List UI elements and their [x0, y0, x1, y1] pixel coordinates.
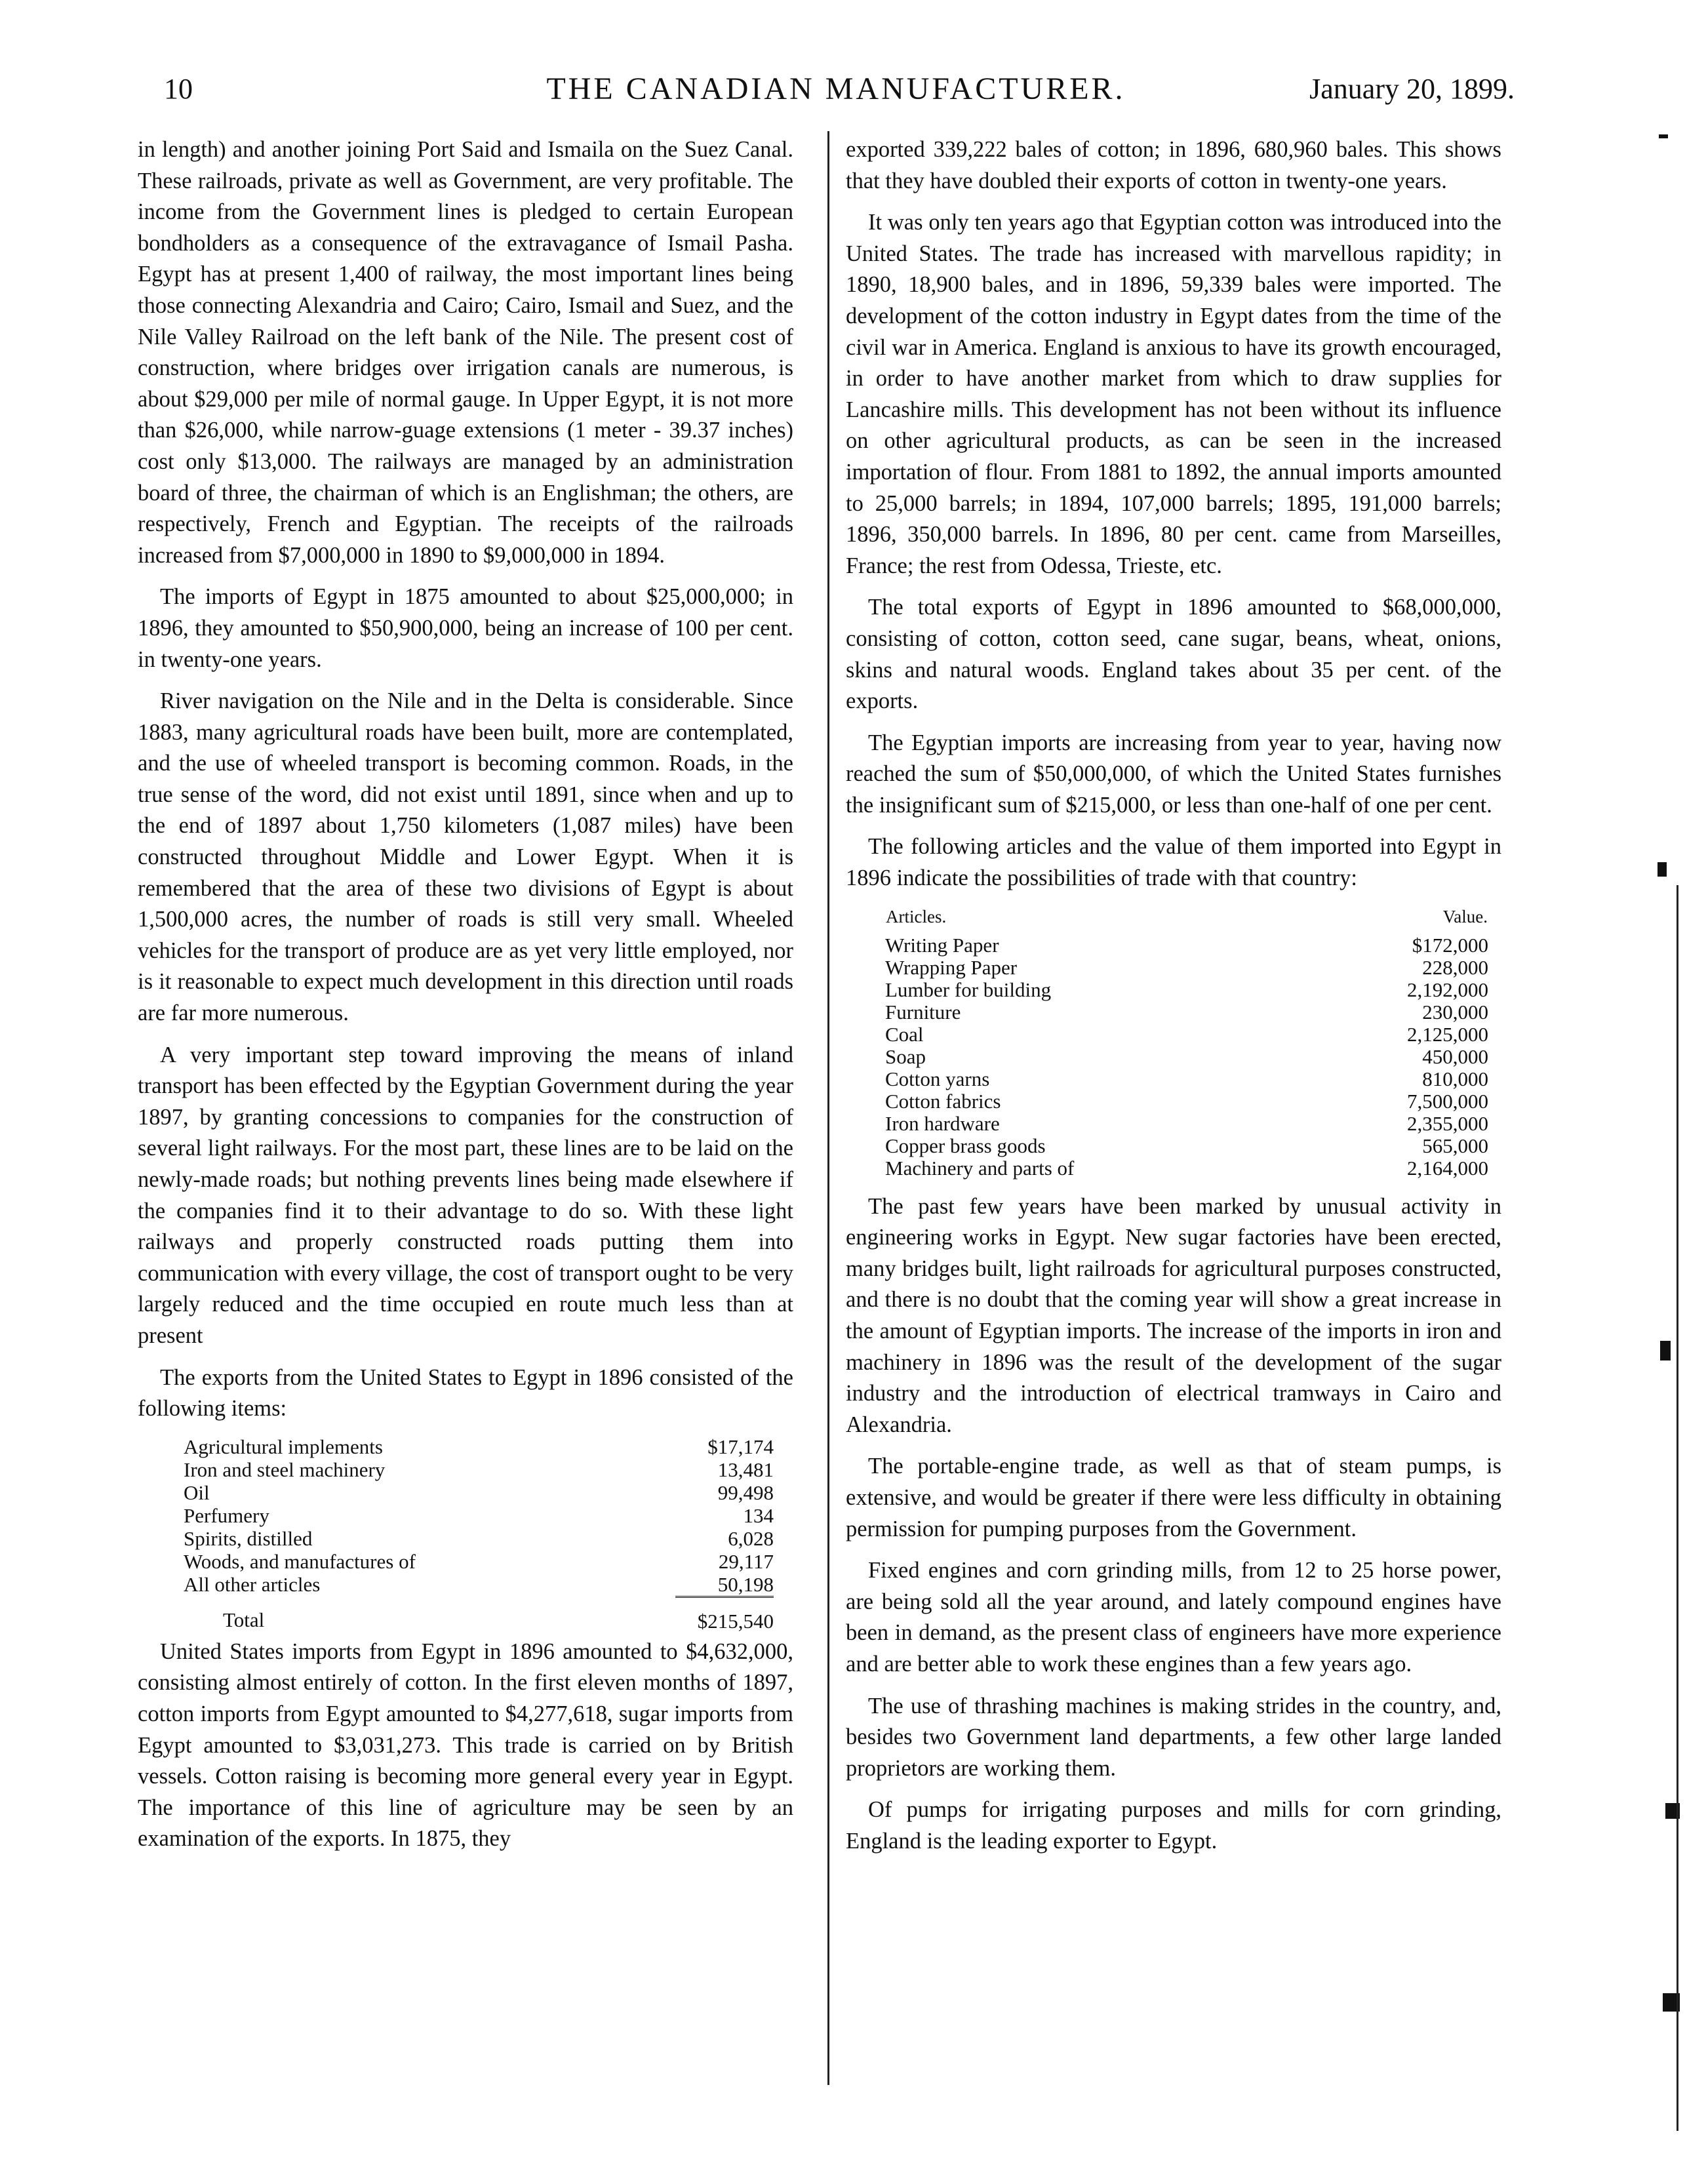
- paragraph: United States imports from Egypt in 1896 amounted to $4,632,000, consisting almost entirely of cotton. In the first eleven months of 1897, cotton imports from Egypt amounted to $4,277,618, sugar imports from Egypt amounted to $3,031,273. This trade is carried on by British vessels. Cotton raising is becoming more general every year in Egypt. The importance of this line of agriculture may be seen by an examination of the exports. In 1875, they: [138, 1638, 793, 1852]
- item-name: Iron hardware: [885, 1111, 1000, 1135]
- page-number: 10: [164, 73, 193, 105]
- table-row: [184, 1504, 774, 1527]
- table-row: [184, 1550, 774, 1573]
- table-row: [885, 1068, 1488, 1090]
- item-value: 810,000: [1422, 1067, 1488, 1090]
- paragraph: It was only ten years ago that Egyptian cotton was introduced into the United States. The trade has increased with marvellous rapidity; in 1890, 18,900 bales, and in 1896, 59,339 bales were imported. The development of the cotton industry in Egypt dates from the time of the civil war in America. England is anxious to have its growth encouraged, in order to have another market from which to draw supplies for Lancashire mills. This development has not been without its influence on other agricultural products, as can be seen in the increased importation of flour. From 1881 to 1892, the annual imports amounted to 25,000 barrels; in 1894, 107,000 barrels; 1895, 191,000 barrels; 1896, 350,000 barrels. In 1896, 80 per cent. came from Marseilles, France; the rest from Odessa, Trieste, etc.: [846, 210, 1501, 578]
- item-name: Machinery and parts of: [885, 1156, 1075, 1180]
- item-name: Writing Paper: [885, 933, 999, 957]
- paragraph: A very important step toward improving the means of inland transport has been effected by the Egyptian Government during the year 1897, by granting concessions to companies for the construction of several light railways. For the most part, these lines are to be laid on the newly-made roads; but nothing prevents lines being made elsewhere if the companies find it to their advantage to do so. With these light railways and properly constructed roads putting them into communication with every village, the cost of transport ought to be very largely reduced and the time occupied en route much less than at present: [138, 1042, 793, 1348]
- total-row: [184, 1597, 774, 1633]
- item-value: 6,028: [728, 1526, 774, 1550]
- paragraph: The portable-engine trade, as well as that of steam pumps, is extensive, and would be greater if there were less difficulty in obtaining permission for pumping purposes from the Government.: [846, 1454, 1501, 1541]
- paragraph: River navigation on the Nile and in the Delta is considerable. Since 1883, many agricultural roads have been built, more are contemplated, and the use of wheeled transport is becoming common. Roads, in the true sense of the word, did not exist until 1891, since when and up to the end of 1897 about 1,750 kilometers (1,087 miles) have been constructed throughout Middle and Lower Egypt. When it is remembered that the area of these two divisions of Egypt is about 1,500,000 acres, the number of roads is still very small. Wheeled vehicles for the transport of produce are as yet very little employed, nor is it reasonable to expect much development in this direction until roads are far more numerous.: [138, 688, 793, 1026]
- table-row: [885, 1135, 1488, 1157]
- item-value: 2,125,000: [1407, 1022, 1488, 1046]
- item-value: 2,192,000: [1407, 978, 1488, 1001]
- table-row: [184, 1573, 774, 1597]
- item-value: 134: [743, 1503, 774, 1527]
- item-name: Cotton yarns: [885, 1067, 990, 1090]
- item-value: 2,164,000: [1407, 1156, 1488, 1180]
- item-name: Wrapping Paper: [885, 955, 1018, 979]
- table-row: [885, 957, 1488, 979]
- column-header-value: Value.: [1442, 906, 1488, 926]
- item-name: Spirits, distilled: [184, 1526, 313, 1550]
- item-name: Furniture: [885, 1000, 961, 1023]
- item-name: Iron and steel machinery: [184, 1458, 386, 1481]
- binding-mark: [1660, 1341, 1671, 1360]
- right-column: [846, 134, 1501, 1868]
- issue-date: January 20, 1899.: [1309, 73, 1515, 105]
- table-row: [885, 934, 1488, 957]
- paragraph: Of pumps for irrigating purposes and mills for corn grinding, England is the leading exporter to Egypt.: [846, 1797, 1501, 1854]
- us-exports-table: [184, 1435, 774, 1633]
- table-row: [885, 979, 1488, 1001]
- paragraph: The use of thrashing machines is making strides in the country, and, besides two Government land departments, a few other large landed proprietors are working them.: [846, 1693, 1501, 1781]
- page-edge-line: [1677, 885, 1678, 2131]
- paragraph: The past few years have been marked by unusual activity in engineering works in Egypt. New sugar factories have been erected, many bridges built, light railroads for agricultural purposes constructed, and there is no doubt that the coming year will show a great increase in the amount of Egyptian imports. The increase of the imports in iron and machinery in 1896 was the result of the development of the sugar industry and the introduction of electrical tramways in Cairo and Alexandria.: [846, 1193, 1501, 1437]
- table-row: [885, 1113, 1488, 1135]
- binding-mark: [1659, 134, 1668, 138]
- item-value: 29,117: [718, 1549, 774, 1573]
- paragraph: The total exports of Egypt in 1896 amounted to $68,000,000, consisting of cotton, cotton seed, cane sugar, beans, wheat, onions, skins and natural woods. England takes about 35 per cent. of the exports.: [846, 595, 1501, 714]
- item-name: Agricultural implements: [184, 1435, 383, 1458]
- table-row: [184, 1481, 774, 1504]
- table-row: [184, 1458, 774, 1481]
- item-value: 565,000: [1422, 1134, 1488, 1157]
- item-name: Copper brass goods: [885, 1134, 1046, 1157]
- item-value: 2,355,000: [1407, 1111, 1488, 1135]
- item-value: $17,174: [707, 1435, 774, 1458]
- column-divider: [827, 131, 829, 2085]
- publication-title: THE CANADIAN MANUFACTURER.: [546, 71, 1126, 106]
- total-value: $215,540: [675, 1597, 774, 1633]
- table-row: [184, 1527, 774, 1550]
- item-name: All other articles: [184, 1572, 321, 1596]
- paragraph: The exports from the United States to Egypt in 1896 consisted of the following items:: [138, 1364, 793, 1421]
- table-header-row: [885, 905, 1488, 934]
- item-value: 7,500,000: [1407, 1089, 1488, 1113]
- paragraph: exported 339,222 bales of cotton; in 1896, 680,960 bales. This shows that they have doubled their exports of cotton in twenty-one years.: [846, 137, 1501, 193]
- item-value: 228,000: [1422, 955, 1488, 979]
- item-value: 50,198: [717, 1572, 774, 1596]
- item-value: 450,000: [1422, 1044, 1488, 1068]
- egypt-imports-table: [885, 905, 1488, 1180]
- paragraph: The Egyptian imports are increasing from year to year, having now reached the sum of $50,000,000, of which the United States furnishes the insignificant sum of $215,000, or less than one-half of one per cent.: [846, 730, 1501, 818]
- item-value: 230,000: [1422, 1000, 1488, 1023]
- total-label: Total: [223, 1608, 265, 1632]
- table-row: [184, 1435, 774, 1458]
- item-name: Soap: [885, 1044, 926, 1068]
- table-row: [885, 1046, 1488, 1068]
- table-row: [885, 1001, 1488, 1023]
- table-row: [885, 1090, 1488, 1113]
- table-row: [885, 1023, 1488, 1046]
- item-value: 13,481: [717, 1458, 774, 1481]
- item-name: Lumber for building: [885, 978, 1052, 1001]
- binding-mark: [1657, 862, 1667, 877]
- paragraph: The imports of Egypt in 1875 amounted to about $25,000,000; in 1896, they amounted to $50,900,000, being an increase of 100 per cent. in twenty-one years.: [138, 584, 793, 672]
- item-name: Perfumery: [184, 1503, 269, 1527]
- column-header-article: Articles.: [886, 906, 947, 926]
- paragraph: The following articles and the value of them imported into Egypt in 1896 indicate the possibilities of trade with that country:: [846, 834, 1501, 891]
- table-row: [885, 1157, 1488, 1180]
- item-name: Woods, and manufactures of: [184, 1549, 416, 1573]
- paragraph: in length) and another joining Port Said and Ismaila on the Suez Canal. These railroads, private as well as Government, are very profitable. The income from the Government lines is pledged to certain European bondholders as a consequence of the extravagance of Ismail Pasha. Egypt has at present 1,400 of railway, the most important lines being those connecting Alexandria and Cairo; Cairo, Ismail and Suez, and the Nile Valley Railroad on the left bank of the Nile. The present cost of construction, where bridges over irrigation canals are numerous, is about $29,000 per mile of normal gauge. In Upper Egypt, it is not more than $26,000, while narrow-guage extensions (1 meter - 39.37 inches) cost only $13,000. The railways are managed by an administration board of three, the chairman of which is an Englishman; the others, are respectively, French and Egyptian. The receipts of the railroads increased from $7,000,000 in 1890 to $9,000,000 in 1894.: [138, 137, 793, 568]
- item-value: $172,000: [1412, 933, 1488, 957]
- page-header: [157, 66, 1515, 111]
- item-name: Coal: [885, 1022, 924, 1046]
- item-name: Oil: [184, 1480, 210, 1504]
- item-value: 99,498: [717, 1480, 774, 1504]
- left-column: [138, 134, 793, 1865]
- paragraph: Fixed engines and corn grinding mills, from 12 to 25 horse power, are being sold all the year around, and lately compound engines have been in demand, as the present class of engineers have more experience and are better able to work these engines than a few years ago.: [846, 1558, 1501, 1677]
- item-name: Cotton fabrics: [885, 1089, 1001, 1113]
